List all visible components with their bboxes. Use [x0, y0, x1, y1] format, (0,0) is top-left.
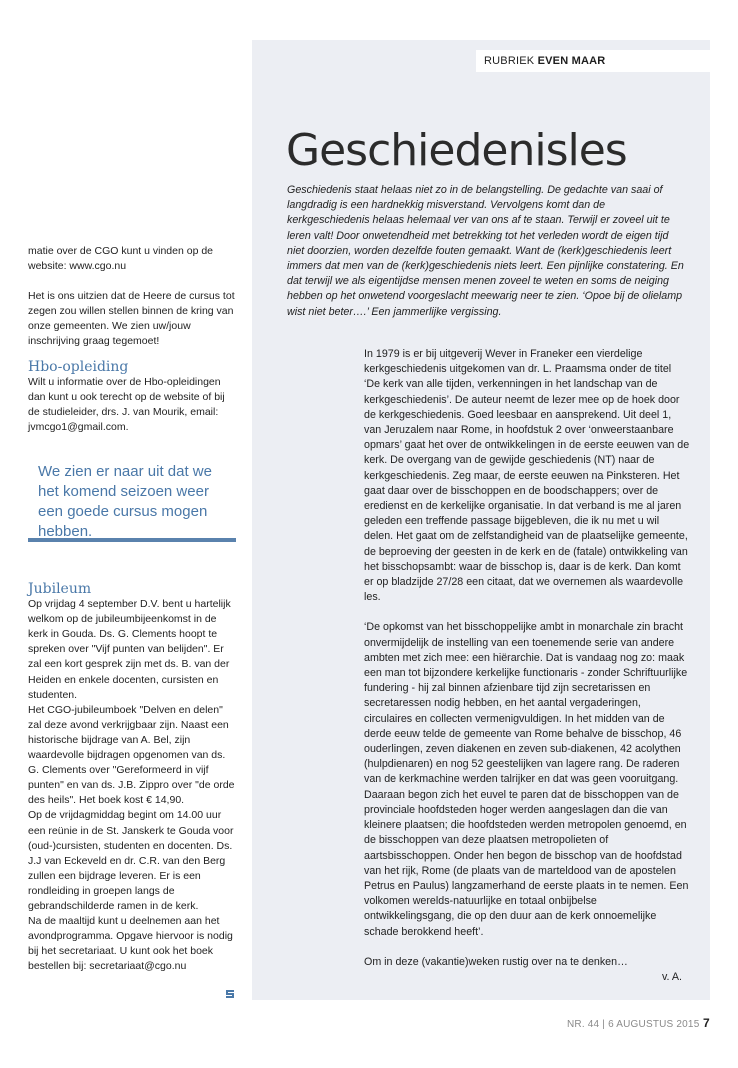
- jubileum-paragraph: Na de maaltijd kunt u deelnemen aan het avondprogramma. Opgave hiervoor is nodig bij het secretariaat. U kunt ook het boek bestellen bij: secretariaat@cgo.nu: [28, 915, 233, 973]
- jubileum-paragraph: Op vrijdag 4 september D.V. bent u hartelijk welkom op de jubileumbijeenkomst in de kerk in Gouda. Ds. G. Clements hoopt te spreken over "Vijf punten van belijden". Er zal een kort gesprek zijn met ds. B. van der Heiden en enkele docenten, cursisten en studenten.: [28, 598, 231, 701]
- jubileum-paragraph: Op de vrijdagmiddag begint om 14.00 uur een reünie in de St. Janskerk te Gouda voor (oud-)cursisten, studenten en docenten. Ds. J.J van Eckeveld en dr. C.R. van den Berg zullen een bijdrage leveren. Er is een rondleiding in groepen langs de gebrandschilderde ramen in de kerk.: [28, 809, 234, 912]
- pull-quote: [28, 462, 236, 542]
- article-body: [364, 347, 690, 985]
- sidebar-jubileum-section: [28, 582, 238, 974]
- author-signature: v. A.: [662, 970, 682, 983]
- hbo-text: Wilt u informatie over de Hbo-opleidingen dan kunt u ook terecht op de website of bij de studieleider, drs. J. van Mourik, email: jvmcgo1@gmail.com.: [28, 376, 225, 434]
- sidebar-hbo-section: [28, 360, 238, 435]
- rubriek-prefix: RUBRIEK: [484, 55, 535, 67]
- body-paragraph: In 1979 is er bij uitgeverij Wever in Franeker een vierdelige kerkgeschiedenis uitgekomen van dr. L. Praamsma onder de titel ‘De kerk van alle tijden, verkenningen in het landschap van de kerkgeschiedenis’. De auteur neemt de lezer mee op de hoek door de kerkgeschiedenis. Goed leesbaar en aansprekend. Uit deel 1, van Jeruzalem naar Rome, in hoofdstuk 2 over ‘onweerstaanbare opmars’ gaat het over de ontwikkelingen in de eerste eeuwen van de kerk. De overgang van de gewijde geschiedenis (NT) naar de kerkgeschiedenis. Zeg maar, de eerste eeuwen na Pinksteren. Het gaat daar over de bisschoppen en de boodschappers; over de eredienst en de kerkelijke organisatie. In dat verband is me al jaren geleden een treffende passage bijgebleven, die ik nu met u wil delen. Het gaat om de zelfstandigheid van de plaatselijke gemeente, de beproeving der geesten in de kerk en de (fatale) ontwikkeling van het bisschopsambt: waar de bisschop is, daar is de kerk. Dan komt er op bladzijde 27/28 een citaat, dat we overnemen als waardevolle les.: [364, 348, 690, 604]
- body-closing-paragraph: Om in deze (vakantie)weken rustig over na te denken…: [364, 955, 628, 968]
- rubriek-name: EVEN MAAR: [537, 55, 606, 67]
- sidebar-cgo-info: [28, 244, 238, 350]
- article-title: Geschiedenisles: [286, 125, 627, 177]
- intro-text: Geschiedenis staat helaas niet zo in de belangstelling. De gedachte van saai of langdradig is een hardnekkig misverstand. Vervolgens komt dan de kerkgeschiedenis helaas helemaal ver van ons af te staan. Terwijl er zoveel uit te leren valt! Door onwetendheid met betrekking tot het verleden wordt de eigen tijd niet doorzien, worden dezelfde fouten gemaakt. Want de (kerk)geschiedenis leert immers dat men van de (kerk)geschiedenis niets leert. Een pijnlijke constatering. En dat terwijl we als eigentijdse mensen menen zoveel te weten en soms de neiging hebben op het onwetend voorgeslacht meewarig neer te zien. ‘Opoe bij de olielamp wist niet beter….’ Een jammerlijke vergissing.: [287, 184, 684, 318]
- hbo-heading: Hbo-opleiding: [28, 359, 129, 375]
- sidebar-cont-text: matie over de CGO kunt u vinden op de website: www.cgo.nu: [28, 245, 214, 273]
- magazine-logo-icon: [224, 988, 236, 1000]
- rubriek-label: [476, 50, 710, 72]
- article-intro: [287, 183, 687, 320]
- page-number: 7: [703, 1016, 710, 1030]
- sidebar-invite-text: Het is ons uitzien dat de Heere de cursus tot zegen zou willen stellen binnen de kring van onze gemeenten. We zien uw/jouw inschrijving graag tegemoet!: [28, 290, 235, 348]
- jubileum-paragraph: Het CGO-jubileumboek "Delven en delen" zal deze avond verkrijgbaar zijn. Naast een historische bijdrage van A. Bel, zijn waardevolle bijdragen opgenomen van ds. G. Clements over "Gereformeerd in vijf punten" en van ds. J.B. Zippro over "de orde des heils". Het boek kost € 14,90.: [28, 703, 235, 807]
- issue-info: NR. 44 | 6 AUGUSTUS 2015: [567, 1019, 700, 1030]
- jubileum-heading: Jubileum: [28, 581, 92, 597]
- pull-quote-text: We zien er naar uit dat we het komend seizoen weer een goede cursus mogen hebben.: [38, 463, 212, 540]
- body-quote-paragraph: ‘De opkomst van het bisschoppelijke ambt in monarchale zin bracht onvermijdelijk de instelling van een toenemende serie van andere ambten met zich mee: een hiërarchie. Dat is vandaag nog zo: maak een man tot bijzondere kerkelijke functionaris - zonder Schriftuurlijke fundering - hij zal binnen afzienbare tijd zijn secretarissen en secretaressen nodig hebben, en het aantal vergaderingen, circulaires en collecten vermenigvuldigen. In het midden van de derde eeuw telde de gemeente van Rome behalve de bisschop, 46 ouderlingen, zeven diakenen en zeven sub-diakenen, 42 acolythen (hulpdienaren) en nog 52 geestelijken van lagere rang. De raderen van de kerkmachine werden talrijker en dat was geen vooruitgang. Daaraan begon zich het euvel te paren dat de bisschoppen van de provinciale hoofdsteden hoger werden aangeslagen dan die van kleinere plaatsen; die hoofdsteden werden metropolen genoemd, en de bisschoppen van deze plaatsen metropolieten of aartsbisschoppen. Onder hen begon de bisschop van de hoofdstad van het rijk, Rome (de plaats van de marteldood van de apostelen Petrus en Paulus) langzamerhand de eerste plaats in te nemen. Een volkomen werelds-natuurlijke en totaal onbijbelse ontwikkelingsgang, die op den duur aan de kerk onnoemelijke schade berokkend heeft’.: [364, 621, 689, 938]
